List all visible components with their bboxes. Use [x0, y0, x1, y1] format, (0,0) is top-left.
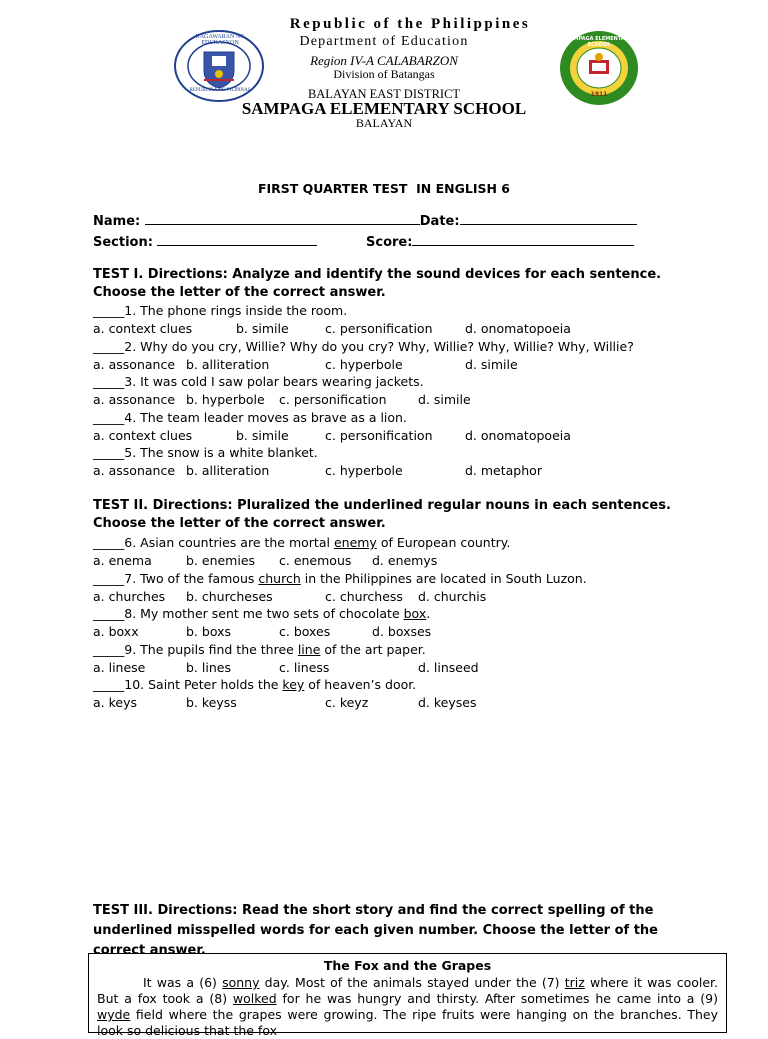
answer-option[interactable]: a. context clues: [93, 321, 193, 336]
answer-option[interactable]: d. onomatopoeia: [465, 321, 571, 336]
answer-option[interactable]: d. churchis: [418, 588, 487, 604]
answer-option[interactable]: d. metaphor: [465, 463, 542, 478]
question-text: 7. Two of the famous: [124, 570, 259, 586]
answer-option[interactable]: c. keyz: [325, 695, 369, 710]
answer-option[interactable]: d. simile: [418, 392, 471, 407]
republic-heading: Republic of the Philippines: [289, 16, 531, 32]
department-heading: Department of Education: [299, 34, 469, 49]
question-text: 1. The phone rings inside the room.: [124, 303, 348, 318]
story-part: where it was cooler. But a fox took a (8): [97, 975, 719, 1006]
answer-option[interactable]: c. enemous: [279, 553, 352, 568]
answer-option[interactable]: c. hyperbole: [325, 463, 403, 478]
answer-option[interactable]: a. context clues: [93, 427, 193, 443]
answer-option[interactable]: b. simile: [236, 427, 289, 443]
question-row: [93, 339, 634, 354]
test-title: FIRST QUARTER TEST IN ENGLISH 6: [257, 181, 511, 196]
answer-option[interactable]: b. boxs: [186, 624, 231, 639]
question-text: 8. My mother sent me two sets of chocolate: [124, 606, 404, 621]
district-heading: BALAYAN EAST DISTRICT: [307, 87, 461, 101]
story-misspelled-word: wyde: [97, 1007, 131, 1022]
score-field[interactable]: [412, 234, 634, 246]
answer-option[interactable]: c. personification: [279, 392, 387, 407]
answer-option[interactable]: b. alliteration: [186, 463, 270, 478]
answer-option[interactable]: d. boxses: [372, 624, 432, 639]
question-row: [93, 677, 416, 692]
story-title: The Fox and the Grapes: [323, 958, 492, 973]
answer-option[interactable]: d. keyses: [418, 695, 477, 710]
section-row: [93, 234, 317, 250]
question-text: in the Philippines are located in South Luzon.: [300, 570, 587, 586]
school-name: SAMPAGA ELEMENTARY SCHOOL: [241, 99, 527, 118]
answer-option[interactable]: a. enema: [93, 553, 152, 568]
underlined-noun: box: [403, 606, 427, 621]
answer-option[interactable]: a. assonance: [93, 463, 176, 478]
question-text: 4. The team leader moves as brave as a lion.: [124, 409, 407, 425]
answer-option[interactable]: a. assonance: [93, 356, 176, 372]
answer-blank[interactable]: _____: [93, 338, 125, 354]
question-text: 9. The pupils find the three: [124, 641, 298, 657]
question-text: 6. Asian countries are the mortal: [124, 535, 334, 550]
underlined-noun: key: [282, 677, 305, 692]
question-row: [93, 535, 510, 550]
question-row: [93, 410, 407, 425]
school-seal-year: 1911: [590, 91, 608, 98]
deped-seal-bottom-text: REPUBLIKA NG PILIPINAS: [189, 88, 251, 93]
answer-blank[interactable]: _____: [93, 409, 125, 425]
answer-option[interactable]: b. alliteration: [186, 356, 270, 372]
answer-option[interactable]: d. linseed: [418, 659, 479, 675]
story-box: [88, 953, 727, 1038]
story-part: for he was hungry and thirsty. After sometimes he came into a (9): [276, 991, 719, 1006]
answer-option[interactable]: a. linese: [93, 659, 146, 675]
question-text: of European country.: [376, 535, 511, 550]
answer-blank[interactable]: _____: [93, 641, 125, 657]
answer-option[interactable]: a. assonance: [93, 392, 176, 407]
test3-directions: TEST III. Directions: Read the short story and find the correct spelling of the underlined misspelled words for each given number. Choose the letter of the correct answer.: [93, 903, 658, 958]
deped-seal-top-text: KAGAWARAN NG EDUKASYON: [195, 34, 245, 46]
answer-option[interactable]: c. liness: [279, 659, 330, 675]
question-text: 3. It was cold I saw polar bears wearing jackets.: [124, 374, 424, 389]
answer-option[interactable]: c. boxes: [279, 624, 331, 639]
answer-option[interactable]: b. hyperbole: [186, 392, 265, 407]
answer-option[interactable]: d. simile: [465, 356, 518, 372]
answer-blank[interactable]: _____: [93, 535, 125, 550]
question-text: of the art paper.: [320, 641, 426, 657]
question-text: .: [426, 606, 431, 621]
name-field[interactable]: [145, 213, 420, 225]
region-heading: Region IV-A CALABARZON: [310, 53, 458, 68]
answer-option[interactable]: a. churches: [93, 588, 166, 604]
answer-option[interactable]: d. enemys: [372, 553, 438, 568]
answer-blank[interactable]: _____: [93, 445, 125, 460]
story-part: It was a (6): [143, 975, 223, 990]
underlined-noun: line: [297, 641, 321, 657]
answer-option[interactable]: c. churchess: [325, 588, 403, 604]
town-heading: BALAYAN: [355, 116, 413, 130]
question-text: of heaven’s door.: [304, 677, 417, 692]
question-row: [93, 642, 426, 657]
question-row: [93, 303, 347, 318]
answer-option[interactable]: a. keys: [93, 695, 138, 710]
answer-option[interactable]: b. keyss: [186, 695, 237, 710]
test2-directions: TEST II. Directions: Pluralized the underlined regular nouns in each sentences. Choose the letter of the correct answer.: [93, 498, 671, 531]
answer-option[interactable]: c. personification: [325, 321, 433, 336]
underlined-noun: enemy: [333, 535, 377, 550]
answer-option[interactable]: b. simile: [236, 321, 289, 336]
answer-blank[interactable]: _____: [93, 677, 125, 692]
question-text: 5. The snow is a white blanket.: [124, 445, 318, 460]
date-label: Date:: [419, 214, 460, 229]
answer-option[interactable]: a. boxx: [93, 624, 139, 639]
answer-option[interactable]: d. onomatopoeia: [465, 427, 571, 443]
story-misspelled-word: triz: [564, 975, 585, 990]
test1-directions: TEST I. Directions: Analyze and identify the sound devices for each sentence. Choose the letter of the correct answer.: [93, 267, 662, 300]
story-misspelled-word: sonny: [222, 975, 260, 990]
story-text: [97, 975, 718, 1039]
answer-blank[interactable]: _____: [93, 374, 125, 389]
story-misspelled-word: wolked: [232, 991, 277, 1006]
answer-blank[interactable]: _____: [93, 303, 125, 318]
answer-option[interactable]: c. hyperbole: [325, 356, 403, 372]
division-heading: Division of Batangas: [333, 67, 435, 81]
score-label: Score:: [366, 235, 413, 250]
question-text: 10. Saint Peter holds the: [124, 677, 283, 692]
question-row: [93, 571, 587, 586]
name-date-row: [93, 213, 637, 229]
story-part: day. Most of the animals stayed under the (7): [259, 975, 565, 990]
answer-option[interactable]: b. enemies: [186, 553, 256, 568]
answer-option[interactable]: b. churcheses: [186, 588, 273, 604]
question-row: [93, 374, 424, 389]
date-field[interactable]: [460, 213, 637, 225]
answer-option[interactable]: b. lines: [186, 659, 231, 675]
school-seal-top-text: SAMPAGA ELEMENTARY SCHOOL: [566, 36, 632, 48]
answer-blank[interactable]: _____: [93, 570, 125, 586]
section-label: Section:: [93, 235, 153, 250]
answer-blank[interactable]: _____: [93, 606, 125, 621]
underlined-noun: church: [258, 570, 301, 586]
question-text: 2. Why do you cry, Willie? Why do you cry? Why, Willie? Why, Willie? Why, Willie?: [124, 338, 634, 354]
answer-option[interactable]: c. personification: [325, 427, 433, 443]
question-row: [93, 606, 430, 621]
story-part: field where the grapes were growing. The ripe fruits were hanging on the branches. They look so delicious that the fox: [97, 1007, 718, 1038]
question-row: [93, 445, 318, 460]
section-field[interactable]: [157, 234, 317, 246]
score-row: [366, 234, 634, 250]
name-label: Name:: [93, 214, 141, 229]
